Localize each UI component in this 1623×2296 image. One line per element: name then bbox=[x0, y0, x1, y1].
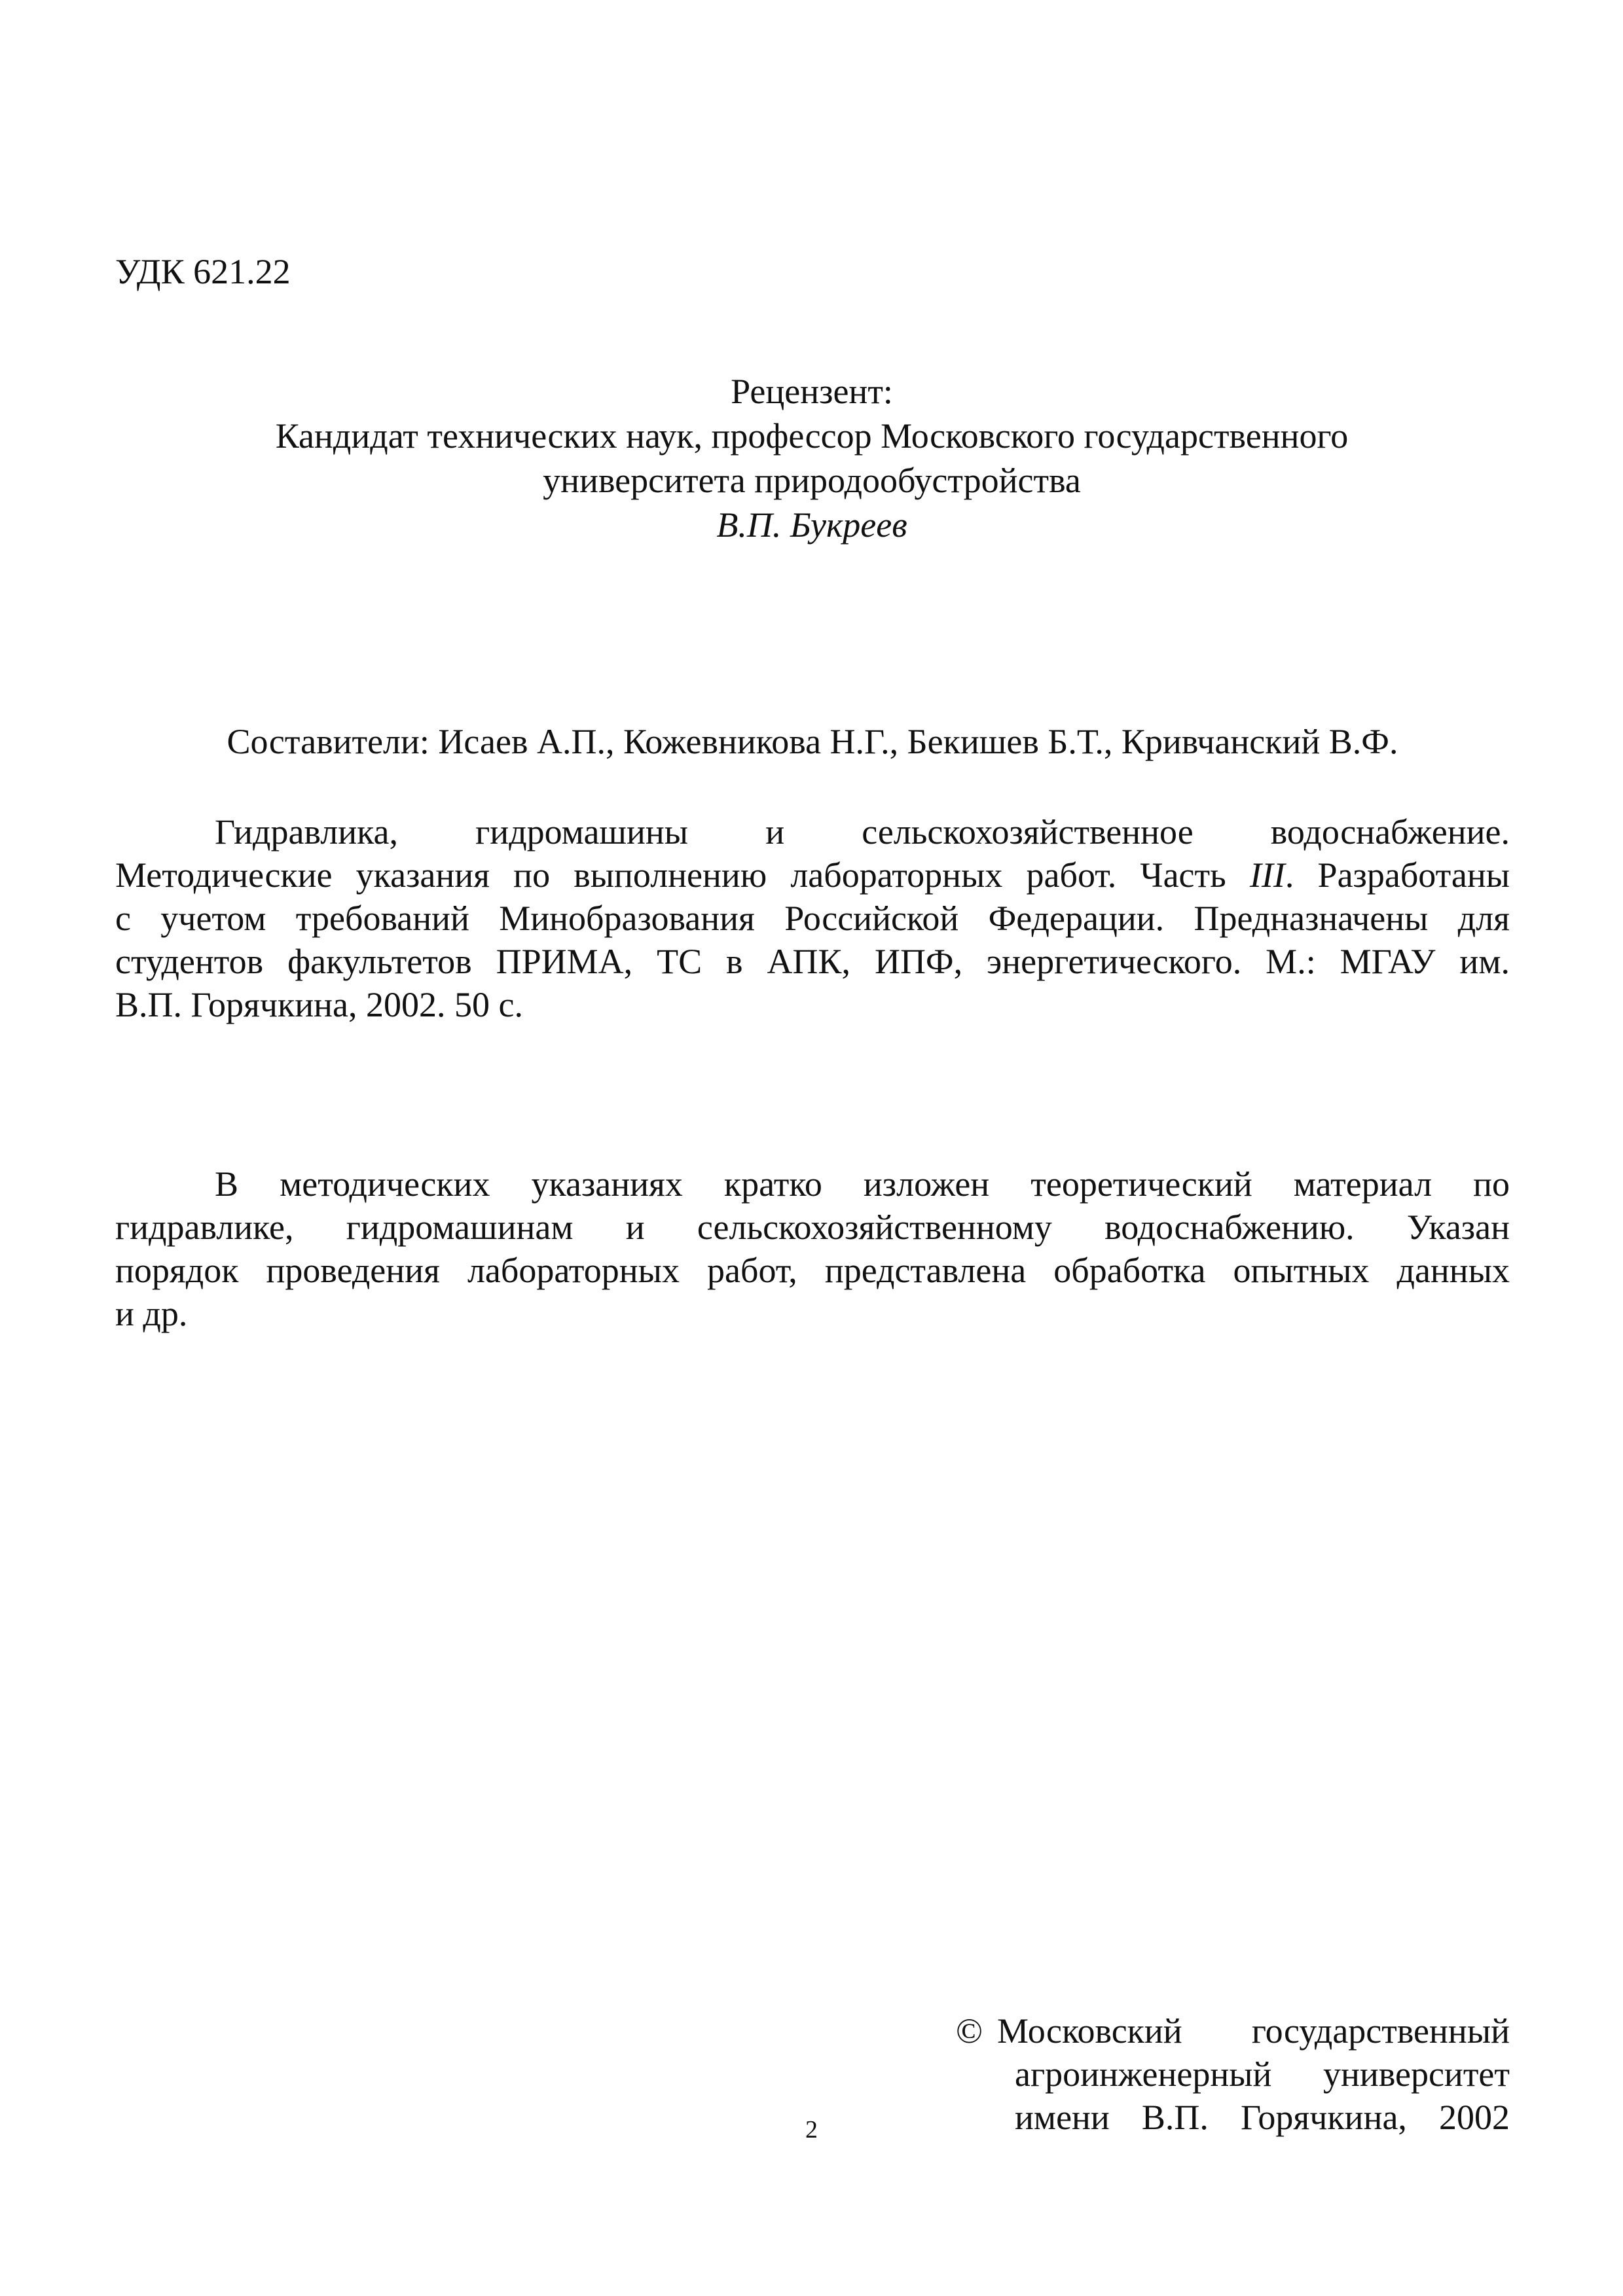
compilers-line: Составители: Исаев А.П., Кожевникова Н.Г., Бекишев Б.Т., Кривчанский В.Ф. bbox=[227, 722, 1398, 761]
udk-code: УДК 621.22 bbox=[115, 252, 291, 291]
description-line-1: Гидравлика, гидромашины и сельскохозяйственное водоснабжение. bbox=[215, 812, 1510, 852]
abstract-line-3: порядок проведения лабораторных работ, представлена обработка опытных данных bbox=[115, 1251, 1510, 1290]
description-line-4: студентов факультетов ПРИМА, ТС в АПК, ИПФ, энергетического. М.: МГАУ им. bbox=[115, 942, 1510, 981]
abstract-line-4: и др. bbox=[115, 1294, 188, 1333]
abstract-paragraph bbox=[115, 1162, 1510, 1335]
part-number: III bbox=[1249, 855, 1285, 895]
copyright-line-3: имени В.П. Горячкина, 2002 bbox=[1015, 2098, 1510, 2137]
description-line-2-start: Методические указания по выполнению лабораторных работ. Часть bbox=[115, 855, 1250, 895]
copyright-text-1: Московский государственный bbox=[997, 2011, 1510, 2051]
copyright-line-1 bbox=[956, 2009, 1510, 2053]
reviewer-name: В.П. Букреев bbox=[716, 505, 907, 545]
copyright-icon: © bbox=[956, 2011, 983, 2051]
page-number: 2 bbox=[805, 2116, 818, 2144]
copyright-line-2: агроинженерный университет bbox=[1015, 2054, 1510, 2094]
description-line-3: с учетом требований Минобразования Российской Федерации. Предназначены для bbox=[115, 899, 1510, 938]
description-line-2 bbox=[115, 853, 1510, 897]
reviewer-heading: Рецензент: bbox=[731, 372, 893, 411]
description-line-2-end: . Разработаны bbox=[1285, 855, 1510, 895]
reviewer-title-line-2: университета природообустройства bbox=[543, 461, 1081, 500]
reviewer-title-line-1: Кандидат технических наук, профессор Московского государственного bbox=[275, 416, 1349, 456]
abstract-line-2: гидравлике, гидромашинам и сельскохозяйственному водоснабжению. Указан bbox=[115, 1208, 1510, 1247]
abstract-line-1: В методических указаниях кратко изложен теоретический материал по bbox=[215, 1164, 1510, 1204]
description-paragraph bbox=[115, 810, 1510, 1026]
description-line-5: В.П. Горячкина, 2002. 50 с. bbox=[115, 985, 523, 1024]
reviewer-block bbox=[151, 369, 1473, 547]
